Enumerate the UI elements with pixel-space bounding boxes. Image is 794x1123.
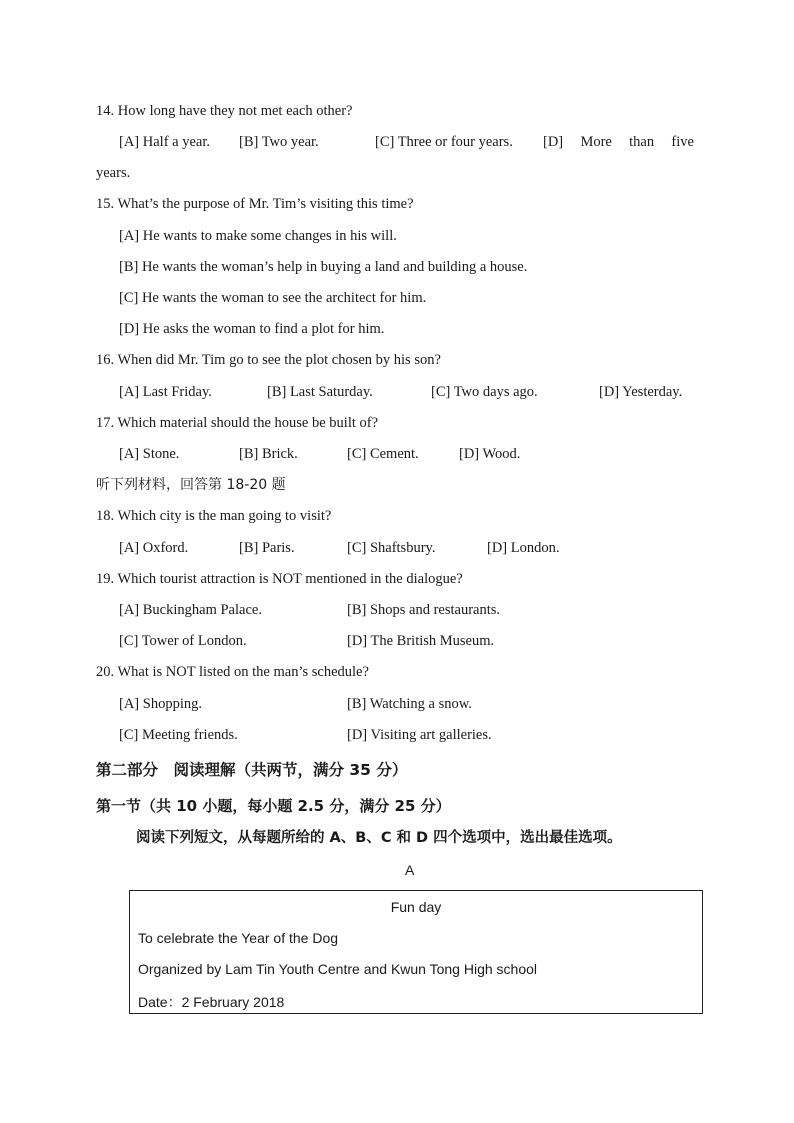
q17-option-b: [B] Brick.: [239, 446, 298, 462]
question-14-stem: 14. How long have they not met each other?: [96, 103, 353, 119]
q14-option-d-part: than: [629, 134, 655, 150]
notice-title: Fun day: [390, 899, 442, 915]
listening-instruction: 听下列材料，回答第 18-20 题: [96, 477, 286, 493]
notice-line-1: To celebrate the Year of the Dog: [138, 930, 339, 946]
q20-option-a: [A] Shopping.: [119, 696, 202, 712]
q18-option-c: [C] Shaftsbury.: [347, 540, 436, 556]
question-15-stem: 15. What’s the purpose of Mr. Tim’s visiting this time?: [96, 196, 414, 212]
section-1-heading: 第一节（共 10 小题，每小题 2.5 分，满分 25 分）: [96, 797, 451, 815]
question-19-stem: 19. Which tourist attraction is NOT mentioned in the dialogue?: [96, 571, 463, 587]
q15-option-b: [B] He wants the woman’s help in buying a land and building a house.: [119, 259, 528, 275]
q14-option-d-part: five: [671, 134, 694, 150]
q19-option-d: [D] The British Museum.: [347, 633, 495, 649]
passage-label: A: [405, 862, 415, 878]
q19-option-b: [B] Shops and restaurants.: [347, 602, 501, 618]
q17-option-c: [C] Cement.: [347, 446, 419, 462]
q14-option-d-part: More: [580, 134, 612, 150]
notice-date: Date：2 February 2018: [138, 994, 285, 1010]
part-2-heading: 第二部分 阅读理解（共两节，满分 35 分）: [96, 761, 408, 779]
q16-option-c: [C] Two days ago.: [431, 384, 538, 400]
question-20-stem: 20. What is NOT listed on the man’s schedule?: [96, 664, 369, 680]
q14-option-a: [A] Half a year.: [119, 134, 210, 150]
q17-option-d: [D] Wood.: [459, 446, 521, 462]
q14-option-d-wrap: years.: [96, 165, 131, 181]
q15-option-a: [A] He wants to make some changes in his will.: [119, 228, 397, 244]
notice-box: [129, 890, 703, 1014]
question-16-stem: 16. When did Mr. Tim go to see the plot chosen by his son?: [96, 352, 441, 368]
q20-option-b: [B] Watching a snow.: [347, 696, 472, 712]
q14-option-d: [543, 133, 694, 151]
q17-option-a: [A] Stone.: [119, 446, 180, 462]
notice-line-2: Organized by Lam Tin Youth Centre and Kwun Tong High school: [138, 961, 537, 977]
q18-option-a: [A] Oxford.: [119, 540, 189, 556]
q16-option-a: [A] Last Friday.: [119, 384, 212, 400]
q16-option-b: [B] Last Saturday.: [267, 384, 373, 400]
q19-option-a: [A] Buckingham Palace.: [119, 602, 262, 618]
q14-option-b: [B] Two year.: [239, 134, 319, 150]
q15-option-d: [D] He asks the woman to find a plot for him.: [119, 321, 385, 337]
q18-option-b: [B] Paris.: [239, 540, 295, 556]
q18-option-d: [D] London.: [487, 540, 560, 556]
q16-option-d: [D] Yesterday.: [599, 384, 683, 400]
question-18-stem: 18. Which city is the man going to visit?: [96, 508, 332, 524]
q20-option-d: [D] Visiting art galleries.: [347, 727, 492, 743]
section-1-instruction: 阅读下列短文，从每题所给的 A、B、C 和 D 四个选项中，选出最佳选项。: [136, 830, 622, 846]
q19-option-c: [C] Tower of London.: [119, 633, 247, 649]
q14-option-c: [C] Three or four years.: [375, 134, 513, 150]
q14-option-d-part: [D]: [543, 134, 564, 150]
question-17-stem: 17. Which material should the house be built of?: [96, 415, 379, 431]
q20-option-c: [C] Meeting friends.: [119, 727, 238, 743]
q15-option-c: [C] He wants the woman to see the architect for him.: [119, 290, 427, 306]
